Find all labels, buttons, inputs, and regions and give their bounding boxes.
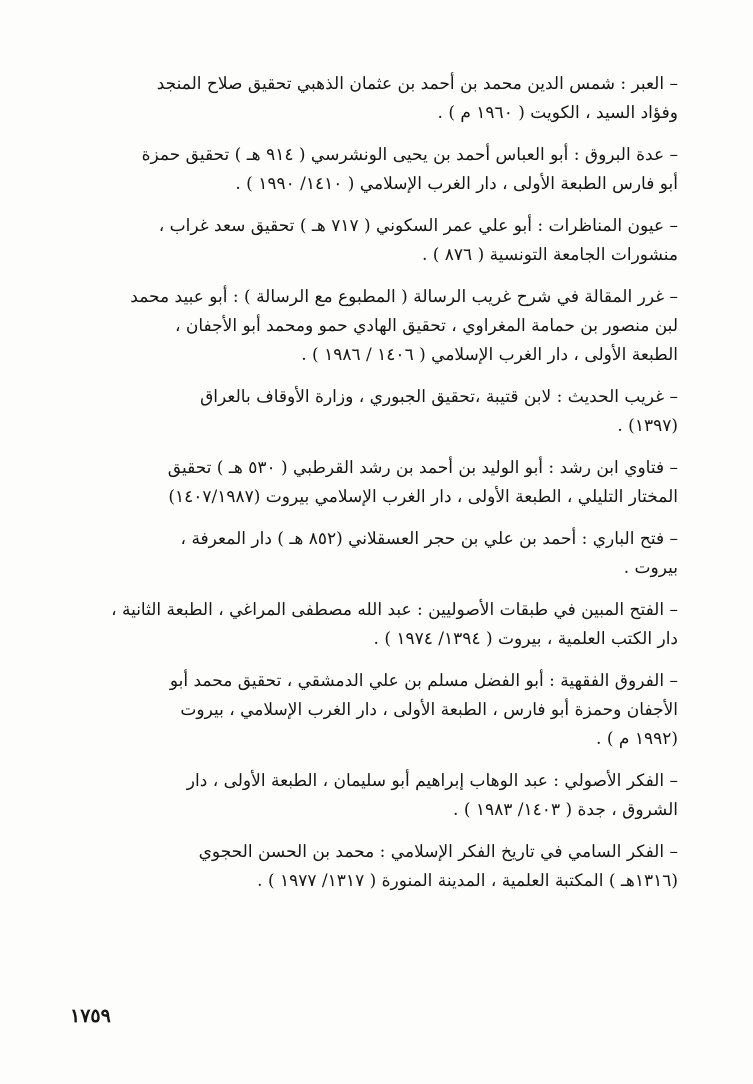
entry-line: أبو فارس الطبعة الأولى ، دار الغرب الإسلامي ( ١٤١٠/ ١٩٩٠ ) . (235, 174, 678, 194)
bibliography-entry (78, 525, 678, 583)
entry-line: منشورات الجامعة التونسية ( ٨٧٦ ) . (421, 245, 678, 265)
entry-line: – الفتح المبين في طبقات الأصوليين : عبد الله مصطفى المراغي ، الطبعة الثانية ، (111, 600, 678, 620)
entry-line: بيروت . (623, 558, 678, 578)
entry-line: – العبر : شمس الدين محمد بن أحمد بن عثمان الذهبي تحقيق صلاح المنجد (156, 74, 678, 94)
entry-line: (١٩٩٢ م ) . (596, 729, 678, 749)
entry-line: دار الكتب العلمية ، بيروت ( ١٣٩٤/ ١٩٧٤ ) . (373, 629, 678, 649)
entry-line: – فتح الباري : أحمد بن علي بن حجر العسقلاني (٨٥٢ هـ ) دار المعرفة ، (180, 529, 678, 549)
entry-line: الشروق ، جدة ( ١٤٠٣/ ١٩٨٣ ) . (453, 800, 678, 820)
entry-line: – الفكر الأصولي : عبد الوهاب إبراهيم أبو سليمان ، الطبعة الأولى ، دار (186, 771, 678, 791)
entry-line: – غرر المقالة في شرح غريب الرسالة ( المطبوع مع الرسالة ) : أبو عبيد محمد (130, 287, 678, 307)
entry-line: – عدة البروق : أبو العباس أحمد بن يحيى الونشرسي ( ٩١٤ هـ ) تحقيق حمزة (141, 145, 678, 165)
entry-line: (١٣١٦هـ ) المكتبة العلمية ، المدينة المنورة ( ١٣١٧/ ١٩٧٧ ) . (257, 871, 678, 891)
entry-line: وفؤاد السيد ، الكويت ( ١٩٦٠ م ) . (437, 103, 678, 123)
bibliography-entry (78, 283, 678, 370)
bibliography-entry (78, 141, 678, 199)
entry-line: لبن منصور بن حمامة المغراوي ، تحقيق الهادي حمو ومحمد أبو الأجفان ، (175, 316, 678, 336)
entry-line: – عيون المناظرات : أبو علي عمر السكوني ( ٧١٧ هـ ) تحقيق سعد غراب ، (158, 216, 678, 236)
bibliography-entry (78, 596, 678, 654)
bibliography-entry (78, 667, 678, 754)
bibliography-entry (78, 838, 678, 896)
bibliography-entry (78, 767, 678, 825)
entry-line: المختار التليلي ، الطبعة الأولى ، دار الغرب الإسلامي بيروت (١٤٠٧/١٩٨٧) (168, 487, 678, 507)
entry-line: – الفروق الفقهية : أبو الفضل مسلم بن علي الدمشقي ، تحقيق محمد أبو (169, 671, 678, 691)
bibliography-entry (78, 383, 678, 441)
entry-line: – غريب الحديث : لابن قتيبة ،تحقيق الجبوري ، وزارة الأوقاف بالعراق (200, 387, 678, 407)
entry-line: – الفكر السامي في تاريخ الفكر الإسلامي : محمد بن الحسن الحجوي (198, 842, 678, 862)
entry-line: الأجفان وحمزة أبو فارس ، الطبعة الأولى ، دار الغرب الإسلامي ، بيروت (180, 700, 678, 720)
bibliography-entry (78, 454, 678, 512)
bibliography-entry (78, 70, 678, 128)
bibliography-entry (78, 212, 678, 270)
bibliography-list (78, 70, 678, 896)
entry-line: – فتاوي ابن رشد : أبو الوليد بن أحمد بن رشد القرطبي ( ٥٣٠ هـ ) تحقيق (167, 458, 678, 478)
entry-line: (١٣٩٧) . (617, 416, 678, 436)
page-number: ١٧٥٩ (70, 1005, 111, 1027)
entry-line: الطبعة الأولى ، دار الغرب الإسلامي ( ١٤٠٦ / ١٩٨٦ ) . (301, 345, 678, 365)
